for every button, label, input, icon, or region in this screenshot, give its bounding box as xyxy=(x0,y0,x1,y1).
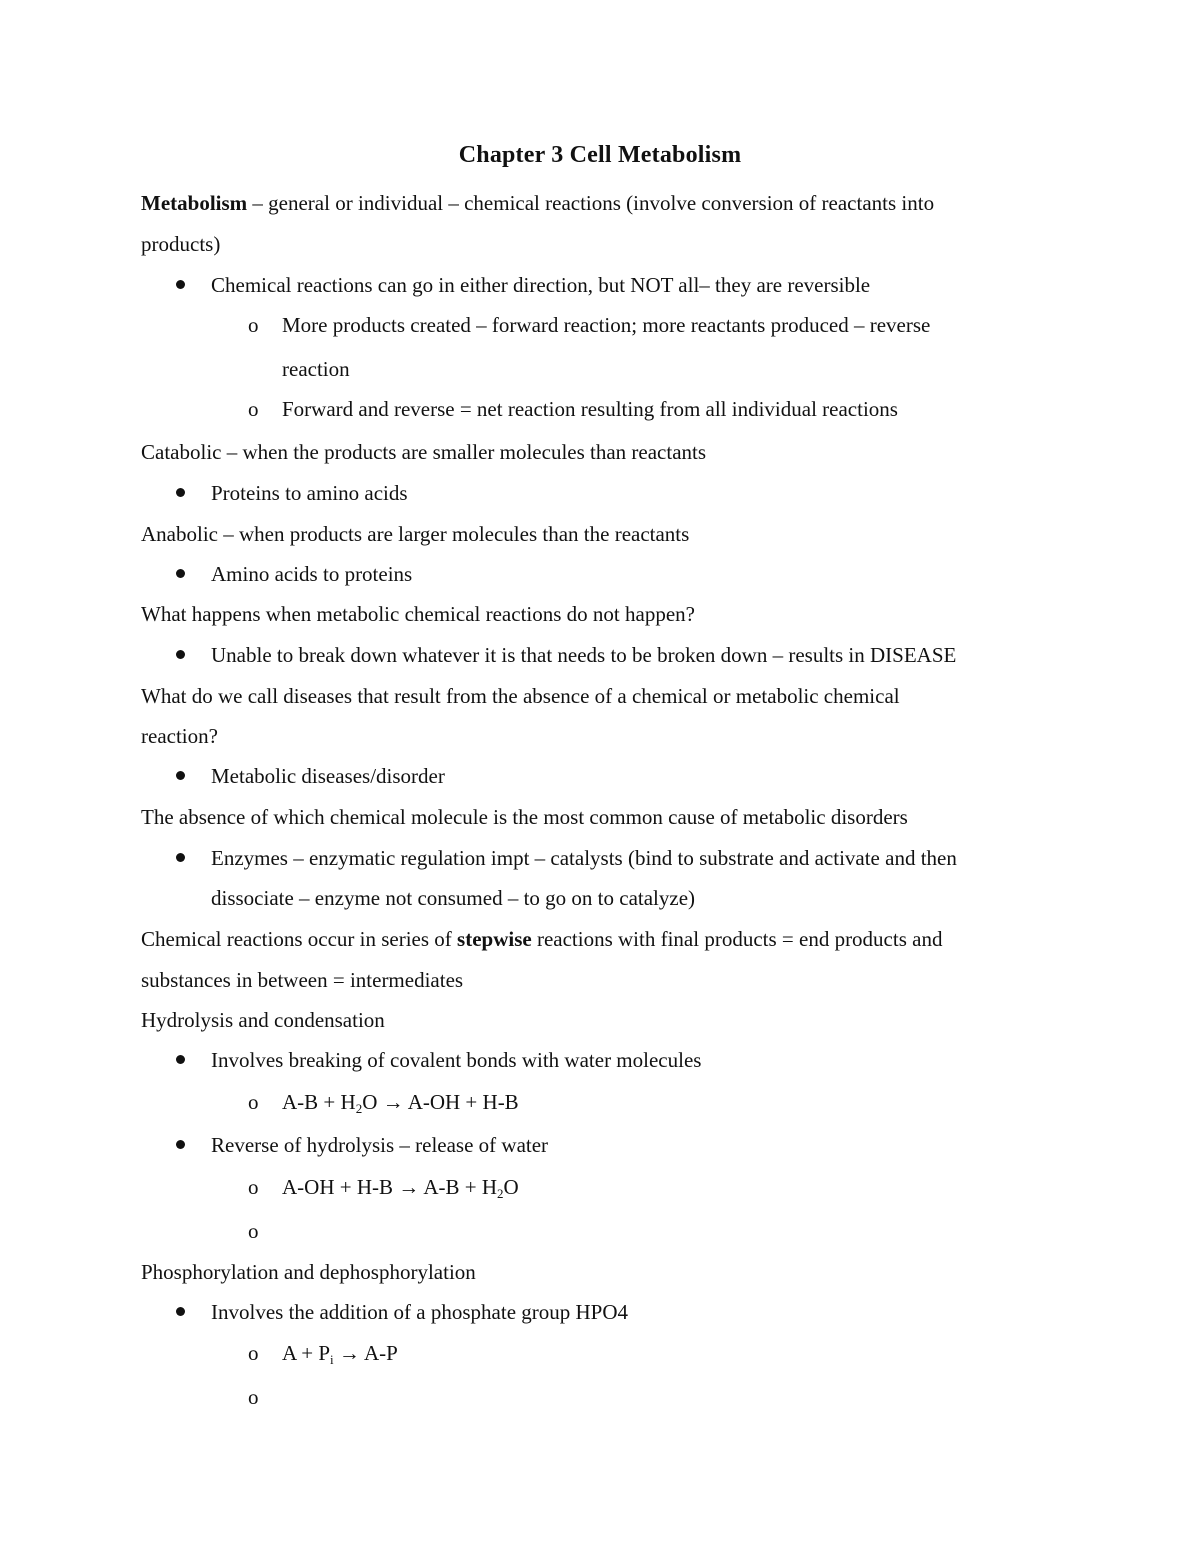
metabolism-def-text: – general or individual – chemical reactions (involve conversion of reactants into xyxy=(247,191,935,215)
bullet-proteins: Proteins to amino acids xyxy=(211,481,408,505)
sub-bullet-icon: o xyxy=(248,1219,259,1243)
stepwise-term: stepwise xyxy=(457,927,532,951)
sub-bullet-icon: o xyxy=(248,1341,259,1365)
hydrolysis-heading: Hydrolysis and condensation xyxy=(141,1008,385,1032)
question-what-call-cont: reaction? xyxy=(141,724,218,748)
metabolism-term: Metabolism xyxy=(141,191,248,215)
bullet-enzymes-cont: dissociate – enzyme not consumed – to go on to catalyze) xyxy=(211,886,696,910)
sub-bullet-icon: o xyxy=(248,1385,259,1409)
bullet-reversible: Chemical reactions can go in either direction, but NOT all– they are reversible xyxy=(211,273,871,297)
bullet-involves-breaking: Involves breaking of covalent bonds with water molecules xyxy=(211,1048,702,1072)
sub-bullet-icon: o xyxy=(248,1090,259,1114)
equation-part: A + P xyxy=(282,1341,331,1365)
question-what-happens: What happens when metabolic chemical reactions do not happen? xyxy=(141,602,695,626)
bullet-metabolic-diseases: Metabolic diseases/disorder xyxy=(211,764,445,788)
equation-part: → A-P xyxy=(333,1341,398,1365)
equation-condensation xyxy=(282,1174,519,1200)
sub-forward-reaction-cont: reaction xyxy=(282,357,350,381)
sub-forward-reaction: More products created – forward reaction; more reactants produced – reverse xyxy=(282,313,931,337)
bullet-icon xyxy=(176,771,185,780)
bullet-icon xyxy=(176,650,185,659)
bullet-icon xyxy=(176,853,185,862)
sub-bullet-icon: o xyxy=(248,1175,259,1199)
bullet-phosphate-group: Involves the addition of a phosphate group HPO4 xyxy=(211,1300,629,1324)
equation-part: A-B + H xyxy=(282,1090,356,1114)
bullet-icon xyxy=(176,1140,185,1149)
bullet-icon xyxy=(176,569,185,578)
metabolism-definition-cont: products) xyxy=(141,232,221,256)
bullet-enzymes: Enzymes – enzymatic regulation impt – catalysts (bind to substrate and activate and then xyxy=(211,846,957,870)
metabolism-definition xyxy=(141,190,934,216)
bullet-reverse-hydrolysis: Reverse of hydrolysis – release of water xyxy=(211,1133,549,1157)
bullet-unable: Unable to break down whatever it is that needs to be broken down – results in DISEASE xyxy=(211,643,957,667)
bullet-icon xyxy=(176,1307,185,1316)
stepwise-paragraph xyxy=(141,926,942,952)
equation-part: O xyxy=(503,1175,519,1199)
anabolic-definition: Anabolic – when products are larger molecules than the reactants xyxy=(141,522,690,546)
sub-net-reaction: Forward and reverse = net reaction resulting from all individual reactions xyxy=(282,397,898,421)
stepwise-pre: Chemical reactions occur in series of xyxy=(141,927,458,951)
bullet-amino-acids: Amino acids to proteins xyxy=(211,562,413,586)
catabolic-definition: Catabolic – when the products are smaller molecules than reactants xyxy=(141,440,707,464)
question-absence: The absence of which chemical molecule is the most common cause of metabolic disorders xyxy=(141,805,908,829)
question-what-call: What do we call diseases that result from the absence of a chemical or metabolic chemical xyxy=(141,684,900,708)
stepwise-paragraph-cont: substances in between = intermediates xyxy=(141,968,464,992)
equation-subscript: 2 xyxy=(355,1101,363,1116)
stepwise-post: reactions with final products = end products and xyxy=(531,927,943,951)
sub-bullet-icon: o xyxy=(248,397,259,421)
equation-subscript: i xyxy=(330,1352,334,1367)
sub-bullet-icon: o xyxy=(248,313,259,337)
phosphorylation-heading: Phosphorylation and dephosphorylation xyxy=(141,1260,476,1284)
equation-phosphorylation xyxy=(282,1340,398,1366)
page-title: Chapter 3 Cell Metabolism xyxy=(458,142,742,168)
equation-hydrolysis xyxy=(282,1089,519,1115)
bullet-icon xyxy=(176,488,185,497)
bullet-icon xyxy=(176,1055,185,1064)
equation-part: A-OH + H-B → A-B + H xyxy=(282,1175,498,1199)
equation-part: O → A-OH + H-B xyxy=(362,1090,519,1114)
bullet-icon xyxy=(176,280,185,289)
equation-subscript: 2 xyxy=(497,1186,504,1201)
